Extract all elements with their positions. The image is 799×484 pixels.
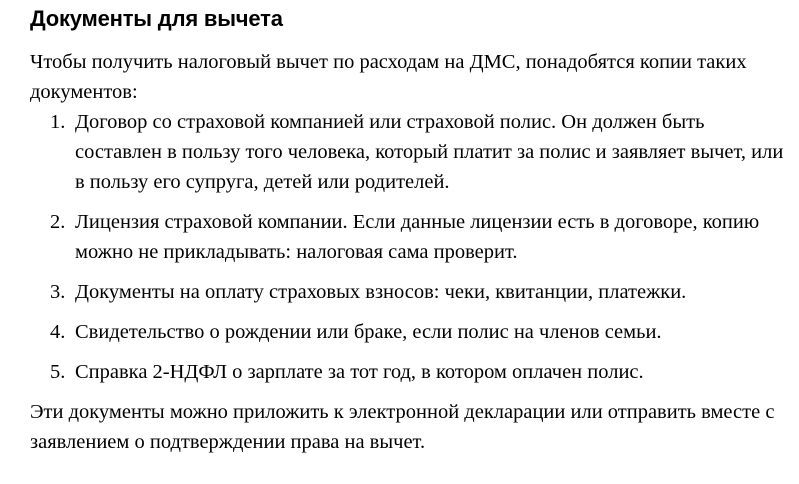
list-item-text: Договор со страховой компанией или страховой полис. Он должен быть составлен в пользу того человека, который платит за полис и заявляет вычет, или в пользу его супруга, детей или родителей.	[75, 111, 784, 193]
section-heading: Документы для вычета	[30, 6, 283, 31]
list-item-text: Свидетельство о рождении или браке, если полис на членов семьи.	[75, 321, 662, 343]
list-item	[30, 107, 790, 197]
article-section	[30, 0, 790, 457]
list-item-number: 4.	[50, 321, 66, 343]
list-item-text: Лицензия страховой компании. Если данные лицензии есть в договоре, копию можно не прикладывать: налоговая сама проверит.	[75, 211, 760, 263]
list-item-number: 2.	[50, 211, 66, 233]
list-item	[30, 357, 790, 387]
list-item	[30, 277, 790, 307]
list-item-number: 3.	[50, 281, 66, 303]
list-item-text: Справка 2-НДФЛ о зарплате за тот год, в котором оплачен полис.	[75, 361, 644, 383]
list-item-text: Документы на оплату страховых взносов: чеки, квитанции, платежки.	[75, 281, 687, 303]
documents-list	[30, 107, 790, 387]
list-item-number: 1.	[50, 111, 66, 133]
closing-paragraph: Эти документы можно приложить к электронной декларации или отправить вместе с заявлением о подтверждении права на вычет.	[30, 401, 775, 453]
list-item-number: 5.	[50, 361, 66, 383]
list-item	[30, 317, 790, 347]
list-item	[30, 207, 790, 267]
intro-paragraph: Чтобы получить налоговый вычет по расходам на ДМС, понадобятся копии таких документов:	[30, 51, 747, 103]
